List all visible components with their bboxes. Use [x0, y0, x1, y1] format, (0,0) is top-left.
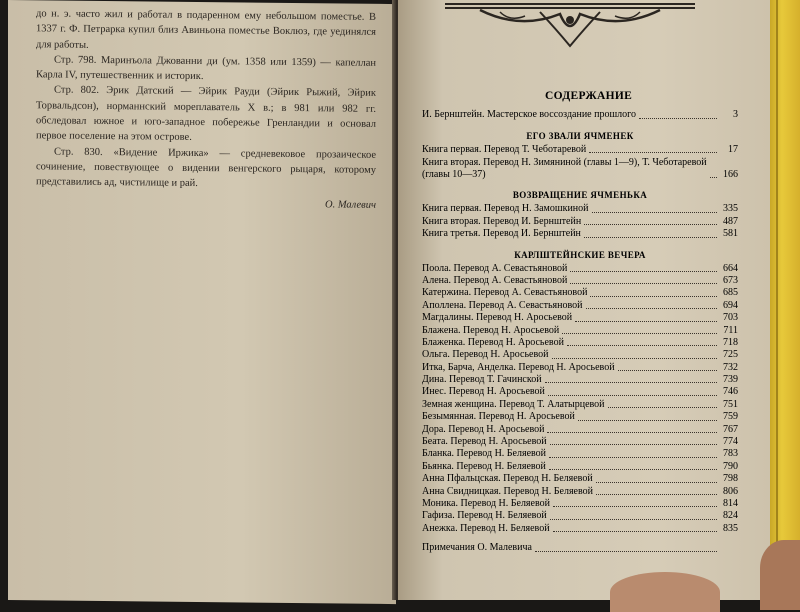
leader-dots: [592, 212, 718, 213]
leader-dots: [549, 457, 717, 458]
toc-entry-page: 767: [723, 423, 738, 435]
leader-dots: [567, 345, 717, 346]
toc-entry-title: Безымянная. Перевод Н. Аросьевой: [422, 411, 575, 423]
leader-dots: [584, 224, 717, 225]
toc-entry: [422, 228, 738, 240]
toc-entry: [422, 436, 738, 448]
adjacent-yellow-book: [770, 0, 800, 600]
toc-entry-title: Книга вторая. Перевод Н. Зимяниной (главы 1—9), Т. Чеботаревой (главы 10—37): [422, 157, 707, 181]
toc-entry-title: Блажена. Перевод Н. Аросьевой: [422, 324, 560, 336]
toc-entry-page: 581: [723, 228, 738, 240]
table-of-contents: [422, 108, 738, 555]
leader-dots: [550, 519, 717, 520]
leader-dots: [550, 444, 717, 445]
toc-entry-title: Земная женщина. Перевод Т. Алатырцевой: [422, 398, 605, 410]
leader-dots: [552, 358, 718, 359]
toc-entry-title: Моника. Перевод Н. Беляевой: [422, 497, 550, 509]
toc-entry-page: 746: [723, 386, 738, 398]
leader-dots: [562, 333, 717, 334]
toc-entry-title: Блаженка. Перевод Н. Аросьевой: [422, 336, 564, 348]
toc-entry: [422, 275, 738, 287]
toc-entry-page: 703: [723, 312, 738, 324]
leader-dots: [575, 321, 717, 322]
toc-entry-page: 673: [723, 274, 738, 286]
toc-entry: [422, 312, 738, 324]
toc-entry-page: 17: [728, 143, 738, 155]
toc-entry: [422, 399, 738, 411]
toc-entry-title: Беата. Перевод Н. Аросьевой: [422, 436, 547, 448]
endnote-paragraph: Стр. 802. Эрик Датский — Эйрик Рауди (Эйрик Рыжий, Эйрик Торвальдсон), норманнский мореплаватель X в.; в 981 или 982 гг. обследовал южное и юго-западное побережье Гренландии и основал первое поселение на этом острове.: [36, 84, 376, 144]
toc-entry-page: 835: [723, 522, 738, 534]
toc-entry: [422, 411, 738, 423]
toc-entry-page: 814: [723, 497, 738, 509]
toc-entry-page: 166: [723, 168, 738, 180]
endnote-paragraph: Стр. 830. «Видение Иржика» — средневековое прозаическое сочинение, повествующее о видении венгерского рыцаря, которому представились ад, чистилище и рай.: [36, 146, 376, 190]
toc-entry: [422, 349, 738, 361]
toc-entry-page: 685: [723, 287, 738, 299]
leader-dots: [570, 271, 717, 272]
toc-entry-page: 487: [723, 215, 738, 227]
leader-dots: [590, 296, 717, 297]
left-page: [8, 0, 396, 604]
leader-dots: [618, 370, 717, 371]
toc-entry-title: Инес. Перевод Н. Аросьевой: [422, 386, 545, 398]
toc-entry-title: Бьянка. Перевод Н. Беляевой: [422, 460, 546, 472]
toc-entry-title: Поола. Перевод А. Севастьяновой: [422, 262, 568, 274]
toc-entry-title: Дина. Перевод Т. Гачинской: [422, 374, 542, 386]
toc-entry-title: Алена. Перевод А. Севастьяновой: [422, 274, 568, 286]
leader-dots: [589, 152, 717, 153]
toc-entry: [422, 362, 738, 374]
leader-dots: [596, 482, 717, 483]
toc-entry-title: Примечания О. Малевича: [422, 542, 532, 554]
toc-entry-page: 725: [723, 349, 738, 361]
toc-entry: [422, 108, 738, 122]
endnote-paragraph: до н. э. часто жил и работал в подаренном ему небольшом поместье. В 1337 г. Ф. Петрарка купил близ Авиньона поместье Воклюз, где уединялся для работы.: [36, 8, 376, 51]
toc-entry-page: 824: [723, 510, 738, 522]
toc-entry-title: Книга вторая. Перевод И. Бернштейн: [422, 215, 582, 227]
toc-entry: [422, 337, 738, 349]
toc-entry: [422, 424, 738, 436]
toc-entry-title: Анна Свидницкая. Перевод Н. Беляевой: [422, 485, 593, 497]
toc-title: СОДЕРЖАНИЕ: [545, 90, 633, 102]
toc-entry-page: 798: [723, 473, 738, 485]
toc-entry-title: Книга третья. Перевод И. Бернштейн: [422, 228, 581, 240]
toc-entry: [422, 263, 738, 275]
toc-entry-title: И. Бернштейн. Мастерское воссоздание прошлого: [422, 109, 637, 120]
leader-dots: [545, 382, 717, 383]
toc-entry-page: 335: [723, 203, 738, 215]
toc-entry-title: Бланка. Перевод Н. Беляевой: [422, 448, 547, 460]
toc-entry-title: Итка, Барча, Анделка. Перевод Н. Аросьевой: [422, 361, 615, 373]
toc-entry-title: Книга первая. Перевод Т. Чеботаревой: [422, 143, 587, 155]
toc-entry: [422, 461, 738, 473]
toc-entry-page: 739: [723, 374, 738, 386]
toc-entry: [422, 510, 738, 522]
leader-dots: [586, 308, 717, 309]
endnote-paragraph: Стр. 798. Маринъола Джованни ди (ум. 1358 или 1359) — капеллан Карла IV, путешественник и историк.: [36, 54, 376, 83]
toc-entry: [422, 523, 738, 535]
toc-entry: [422, 287, 738, 299]
leader-dots: [578, 420, 717, 421]
toc-entry: [422, 325, 738, 337]
toc-entry: [422, 448, 738, 460]
toc-entry-title: Анежка. Перевод Н. Беляевой: [422, 522, 550, 534]
toc-entry: [422, 156, 738, 181]
endnotes-block: [36, 6, 376, 212]
toc-entry-page: 732: [723, 361, 738, 373]
leader-dots: [548, 395, 717, 396]
toc-entry-page: 694: [723, 299, 738, 311]
toc-entry: [422, 203, 738, 215]
leader-dots: [553, 531, 717, 532]
toc-entry-title: Анна Пфальцская. Перевод Н. Беляевой: [422, 473, 593, 485]
leader-dots: [608, 407, 717, 408]
toc-entry-page: 711: [723, 324, 738, 336]
toc-entry-title: Аполлена. Перевод А. Севастьяновой: [422, 299, 583, 311]
toc-entry-page: 774: [723, 436, 738, 448]
toc-entry: [422, 216, 738, 228]
toc-entry: [422, 374, 738, 386]
thumb: [610, 572, 720, 612]
toc-entry-page: 751: [723, 398, 738, 410]
toc-entry: [422, 144, 738, 156]
leader-dots: [570, 283, 717, 284]
leader-dots: [549, 469, 717, 470]
toc-entry-page: 783: [723, 448, 738, 460]
toc-entry-notes: [422, 541, 738, 555]
toc-entry-title: Книга первая. Перевод Н. Замошкиной: [422, 203, 589, 215]
toc-entry-title: Магдалины. Перевод Н. Аросьевой: [422, 312, 573, 324]
toc-entry-title: Дора. Перевод Н. Аросьевой: [422, 423, 545, 435]
toc-section-title: ЕГО ЗВАЛИ ЯЧМЕНЕК: [526, 131, 634, 141]
toc-entry-page: 790: [723, 460, 738, 472]
toc-entry-page: 664: [723, 262, 738, 274]
toc-entry: [422, 498, 738, 510]
toc-section-title: ВОЗВРАЩЕНИЕ ЯЧМЕНЬКА: [512, 190, 648, 201]
toc-entry-page: 718: [723, 336, 738, 348]
leader-dots: [584, 237, 717, 238]
toc-entry-page: 759: [723, 411, 738, 423]
toc-entry: [422, 486, 738, 498]
toc-entry-page: 806: [723, 485, 738, 497]
leader-dots: [639, 118, 717, 119]
leader-dots: [596, 494, 717, 495]
leader-dots: [710, 177, 717, 178]
notes-signature: О. Малевич: [325, 198, 376, 211]
toc-entry: [422, 473, 738, 485]
leader-dots: [547, 432, 717, 433]
leader-dots: [553, 506, 717, 507]
leader-dots: [535, 551, 717, 552]
toc-entry-page: 3: [733, 109, 738, 120]
toc-entry-title: Катержина. Перевод А. Севастьяновой: [422, 287, 588, 299]
ornament-header-icon: [440, 0, 700, 50]
toc-entry-title: Гафиза. Перевод Н. Беляевой: [422, 510, 547, 522]
toc-section-title: КАРЛШТЕЙНСКИЕ ВЕЧЕРА: [514, 249, 646, 260]
toc-entry-title: Ольга. Перевод Н. Аросьевой: [422, 349, 549, 361]
toc-entry: [422, 386, 738, 398]
toc-entry: [422, 300, 738, 312]
